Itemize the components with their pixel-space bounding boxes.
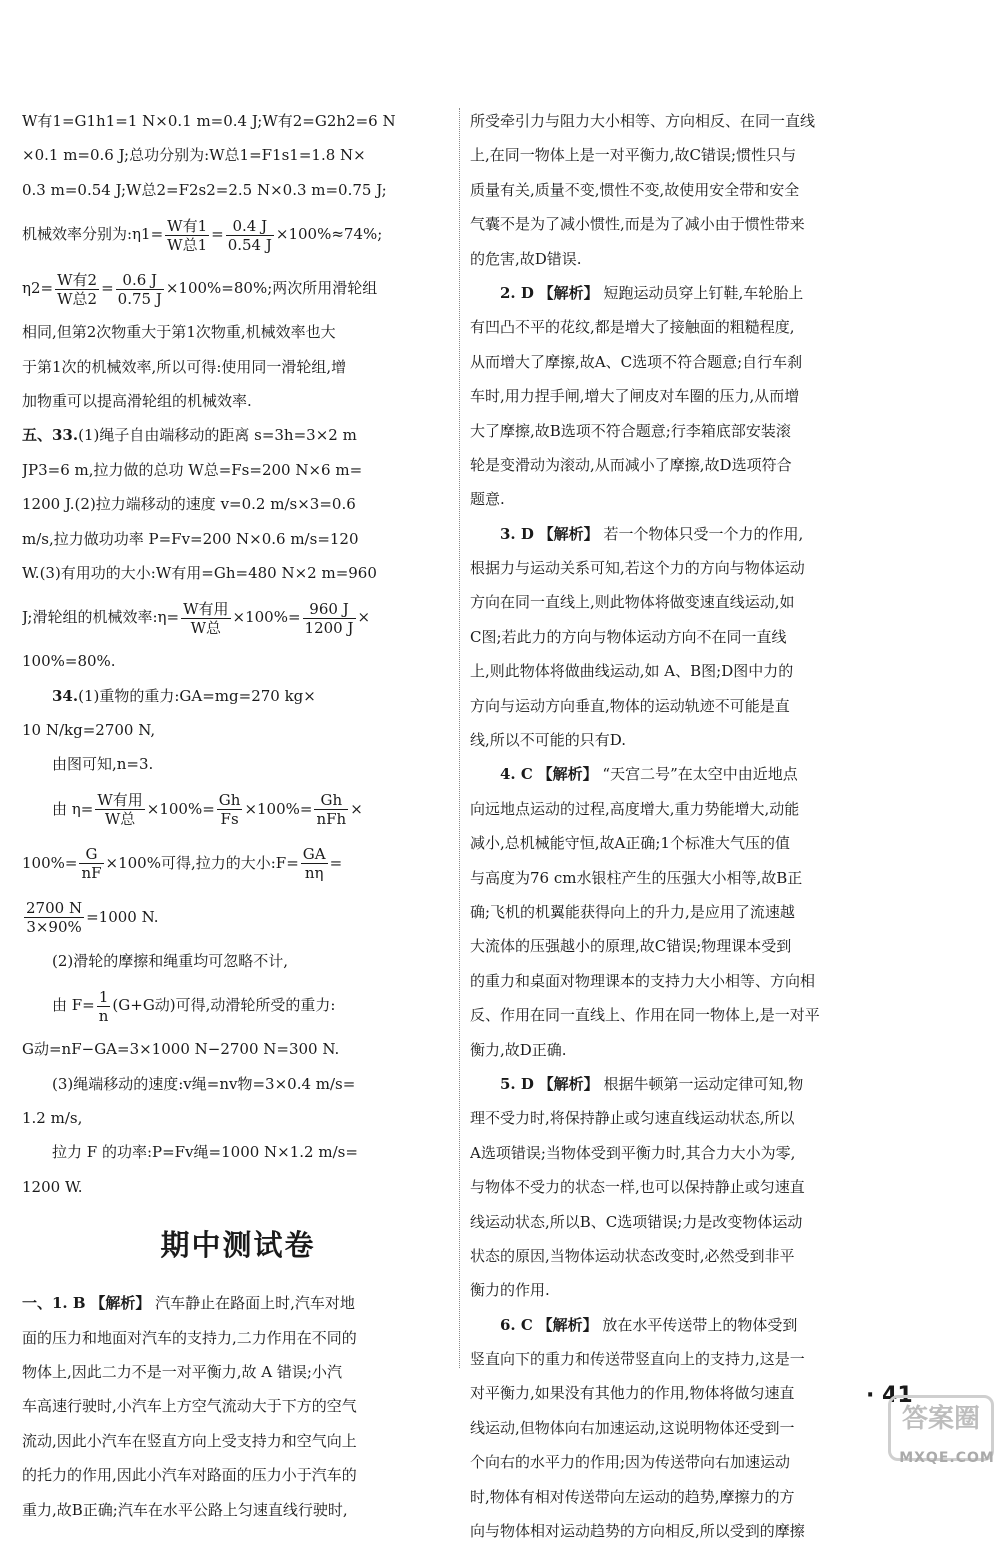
text-line: 从而增大了摩擦,故A、C选项不符合题意;自行车刹 bbox=[470, 352, 803, 371]
text-line: 确;飞机的机翼能获得向上的升力,是应用了流速越 bbox=[470, 902, 795, 921]
text-line: 理不受力时,将保持静止或匀速直线运动状态,所以 bbox=[470, 1109, 795, 1128]
watermark-text: 答案圈 bbox=[901, 1404, 980, 1434]
text-line: 时,物体有相对传送带向左运动的趋势,摩擦力的方 bbox=[470, 1487, 795, 1506]
formula-line: J;滑轮组的机械效率:η= $\frac{\text{W有用}}{\text{W总}}$ ×100%= $\frac{960 J}{1200 J}$ × bbox=[22, 599, 371, 637]
text-line: 向远地点运动的过程,高度增大,重力势能增大,动能 bbox=[470, 799, 800, 818]
text-line: 对平衡力,如果没有其他力的作用,物体将做匀速直 bbox=[470, 1384, 795, 1403]
text-line: W.(3)有用功的大小:W有用=Gh=480 N×2 m=960 bbox=[22, 563, 377, 582]
text-line: 与高度为76 cm水银柱产生的压强大小相等,故B正 bbox=[470, 868, 803, 887]
analysis-tag: 【解析】 bbox=[537, 765, 598, 784]
fraction: $\frac{G}{nF}$ bbox=[81, 845, 102, 883]
text-line: 五、33.(1)绳子自由端移动的距离 s=3h=3×2 m bbox=[22, 426, 357, 445]
text-line: 线,所以不可能的只有D. bbox=[470, 731, 627, 750]
text-line: 衡力,故D正确. bbox=[470, 1040, 567, 1059]
text-line: JP3=6 m,拉力做的总功 W总=Fs=200 N×6 m= bbox=[22, 460, 363, 479]
text-line: 的重力和桌面对物理课本的支持力大小相等、方向相 bbox=[470, 971, 816, 990]
text-line: 1200 W. bbox=[22, 1177, 83, 1196]
text-line: 由图可知,n=3. bbox=[52, 755, 154, 774]
formula-line: 由 F= $\frac{1}{n}$ (G+G动)可得,动滑轮所受的重力: bbox=[52, 987, 336, 1025]
fraction: $\frac{\text{W有用}}{\text{W总}}$ bbox=[97, 791, 143, 829]
question-number: 2. D bbox=[500, 283, 534, 302]
text-line: A选项错误;当物体受到平衡力时,其合力大小为零, bbox=[470, 1143, 796, 1162]
text-line: G动=nF−GA=3×1000 N−2700 N=300 N. bbox=[22, 1040, 340, 1059]
formula-line: 由 η= $\frac{\text{W有用}}{\text{W总}}$ ×100%= $\frac{Gh}{Fs}$ ×100%= $\frac{Gh}{\text{nFh}}$ × bbox=[52, 791, 363, 829]
text-line: 质量有关,质量不变,惯性不变,故使用安全带和安全 bbox=[470, 180, 800, 199]
column-divider bbox=[459, 108, 460, 1368]
question-number: 6. C bbox=[500, 1315, 533, 1334]
fraction: $\frac{0.4 J}{0.54 J}$ bbox=[227, 216, 272, 254]
text-line: 线运动状态,所以B、C选项错误;力是改变物体运动 bbox=[470, 1212, 803, 1231]
formula-line: η2= $\frac{\text{W有2}}{\text{W总2}}$ = $\frac{0.6 J}{0.75 J}$ ×100%=80%;两次所用滑轮组 bbox=[22, 270, 378, 308]
fraction: $\frac{\text{W有1}}{\text{W总1}}$ bbox=[167, 216, 208, 254]
fraction: $\frac{\text{W有2}}{\text{W总2}}$ bbox=[57, 270, 98, 308]
text-line: 0.3 m=0.54 J;W总2=F2s2=2.5 N×0.3 m=0.75 J; bbox=[22, 180, 387, 199]
text-line: 100%=80%. bbox=[22, 652, 116, 671]
text-line: 衡力的作用. bbox=[470, 1281, 550, 1300]
text-line: 的危害,故D错误. bbox=[470, 249, 582, 268]
text-line: 重力,故B正确;汽车在水平公路上匀速直线行驶时, bbox=[22, 1500, 348, 1519]
text-line: 6. C 【解析】 放在水平传送带上的物体受到 bbox=[500, 1315, 798, 1334]
text-line: 竖直向下的重力和传送带竖直向上的支持力,这是一 bbox=[470, 1350, 805, 1369]
right-column bbox=[470, 104, 902, 1548]
text-line: 方向在同一直线上,则此物体将做变速直线运动,如 bbox=[470, 593, 795, 612]
text-line: 加物重可以提高滑轮组的机械效率. bbox=[22, 391, 252, 410]
text-line: m/s,拉力做功功率 P=Fv=200 N×0.6 m/s=120 bbox=[22, 529, 359, 548]
question-number: 5. D bbox=[500, 1074, 534, 1093]
fraction: $\frac{1}{n}$ bbox=[98, 987, 109, 1025]
text-line: 流动,因此小汽车在竖直方向上受支持力和空气向上 bbox=[22, 1431, 357, 1450]
page-number: · 41 bbox=[866, 1383, 913, 1408]
text-line: C图;若此力的方向与物体运动方向不在同一直线 bbox=[470, 627, 787, 646]
text-line: 减小,总机械能守恒,故A正确;1个标准大气压的值 bbox=[470, 834, 790, 853]
section-title: 期中测试卷 bbox=[160, 1228, 316, 1263]
text-line: 大流体的压强越小的原理,故C错误;物理课本受到 bbox=[470, 937, 792, 956]
formula-line: 机械效率分别为:η1= $\frac{\text{W有1}}{\text{W总1}}$ = $\frac{0.4 J}{0.54 J}$ ×100%≈74%; bbox=[22, 216, 383, 254]
text-line: 面的压力和地面对汽车的支持力,二力作用在不同的 bbox=[22, 1328, 357, 1347]
left-column bbox=[22, 104, 454, 1527]
fraction: $\frac{960 J}{1200 J}$ bbox=[304, 599, 354, 637]
text-line: 状态的原因,当物体运动状态改变时,必然受到非平 bbox=[470, 1246, 795, 1265]
text-line: 1.2 m/s, bbox=[22, 1109, 83, 1128]
text-line: 2. D 【解析】 短跑运动员穿上钉鞋,车轮胎上 bbox=[500, 283, 804, 302]
analysis-tag: 【解析】 bbox=[90, 1294, 151, 1313]
formula-line: 100%= $\frac{G}{nF}$ ×100%可得,拉力的大小:F= $\frac{GA}{n\eta}$ = bbox=[22, 845, 343, 883]
text-line: (3)绳端移动的速度:v绳=nv物=3×0.4 m/s= bbox=[52, 1074, 356, 1093]
text-line: 于第1次的机械效率,所以可得:使用同一滑轮组,增 bbox=[22, 357, 347, 376]
text-line: 上,在同一物体上是一对平衡力,故C错误;惯性只与 bbox=[470, 146, 797, 165]
fraction: $\frac{0.6 J}{0.75 J}$ bbox=[117, 270, 162, 308]
text-line: 大了摩擦,故B选项不符合题意;行李箱底部安装滚 bbox=[470, 421, 791, 440]
text-line: 根据力与运动关系可知,若这个力的方向与物体运动 bbox=[470, 559, 805, 578]
text-line: 轮是变滑动为滚动,从而减小了摩擦,故D选项符合 bbox=[470, 455, 792, 474]
formula-line: $\frac{2700 N}{3\times 90\%}$ =1000 N. bbox=[26, 899, 159, 937]
text-line: 所受牵引力与阻力大小相等、方向相反、在同一直线 bbox=[470, 112, 816, 130]
question-number: 五、33. bbox=[22, 426, 79, 445]
text-line: 反、作用在同一直线上、作用在同一物体上,是一对平 bbox=[470, 1006, 820, 1025]
watermark-logo bbox=[888, 1395, 995, 1466]
fraction: $\frac{Gh}{\text{nFh}}$ bbox=[316, 791, 347, 829]
analysis-tag: 【解析】 bbox=[538, 283, 599, 302]
text-line: 向与物体相对运动趋势的方向相反,所以受到的摩擦 bbox=[470, 1522, 805, 1541]
analysis-tag: 【解析】 bbox=[538, 1074, 599, 1093]
text-line: 上,则此物体将做曲线运动,如 A、B图;D图中力的 bbox=[470, 662, 794, 681]
text-line: 相同,但第2次物重大于第1次物重,机械效率也大 bbox=[22, 323, 336, 342]
text-line: 物体上,因此二力不是一对平衡力,故 A 错误;小汽 bbox=[22, 1362, 342, 1381]
text-line: 线运动,但物体向右加速运动,这说明物体还受到一 bbox=[470, 1418, 795, 1437]
fraction: $\frac{\text{W有用}}{\text{W总}}$ bbox=[183, 599, 229, 637]
text-line: 10 N/kg=2700 N, bbox=[22, 721, 156, 740]
text-line: 方向与运动方向垂直,物体的运动轨迹不可能是直 bbox=[470, 696, 790, 715]
text-line: 个向右的水平力的作用;因为传送带向右加速运动 bbox=[470, 1453, 791, 1472]
text-line: ×0.1 m=0.6 J;总功分别为:W总1=F1s1=1.8 N× bbox=[22, 146, 366, 165]
text-line: 题意. bbox=[470, 490, 505, 509]
text-line: 5. D 【解析】 根据牛顿第一运动定律可知,物 bbox=[500, 1074, 804, 1093]
question-number: 一、1. B bbox=[22, 1294, 86, 1313]
text-line: (2)滑轮的摩擦和绳重均可忽略不计, bbox=[52, 951, 289, 970]
text-line: 气囊不是为了减小惯性,而是为了减小由于惯性带来 bbox=[470, 215, 805, 234]
fraction: $\frac{2700 N}{3\times 90\%}$ bbox=[26, 899, 83, 937]
question-number: 4. C bbox=[500, 765, 533, 784]
watermark-url: MXQE.COM bbox=[899, 1450, 995, 1466]
text-line: 34.(1)重物的重力:GA=mg=270 kg× bbox=[52, 686, 316, 705]
text-line: 的托力的作用,因此小汽车对路面的压力小于汽车的 bbox=[22, 1466, 357, 1485]
text-line: 1200 J.(2)拉力端移动的速度 v=0.2 m/s×3=0.6 bbox=[22, 495, 356, 514]
text-line: 车时,用力捏手闸,增大了闸皮对车圈的压力,从而增 bbox=[470, 387, 800, 406]
text-line: 3. D 【解析】 若一个物体只受一个力的作用, bbox=[500, 524, 804, 543]
text-line: 与物体不受力的状态一样,也可以保持静止或匀速直 bbox=[470, 1178, 805, 1197]
fraction: $\frac{GA}{n\eta}$ bbox=[302, 845, 326, 883]
text-line: 车高速行驶时,小汽车上方空气流动大于下方的空气 bbox=[22, 1397, 357, 1416]
text-line: 拉力 F 的功率:P=Fv绳=1000 N×1.2 m/s= bbox=[52, 1143, 358, 1162]
question-number: 34. bbox=[52, 686, 79, 705]
text-line: 一、1. B 【解析】 汽车静止在路面上时,汽车对地 bbox=[22, 1294, 355, 1313]
text-line: W有1=G1h1=1 N×0.1 m=0.4 J;W有2=G2h2=6 N bbox=[22, 112, 396, 130]
analysis-tag: 【解析】 bbox=[538, 524, 599, 543]
question-number: 3. D bbox=[500, 524, 534, 543]
analysis-tag: 【解析】 bbox=[537, 1315, 598, 1334]
text-line: 有凹凸不平的花纹,都是增大了接触面的粗糙程度, bbox=[470, 318, 795, 337]
fraction: $\frac{Gh}{Fs}$ bbox=[218, 791, 241, 829]
text-line: 4. C 【解析】 “天宫二号”在太空中由近地点 bbox=[500, 765, 798, 784]
